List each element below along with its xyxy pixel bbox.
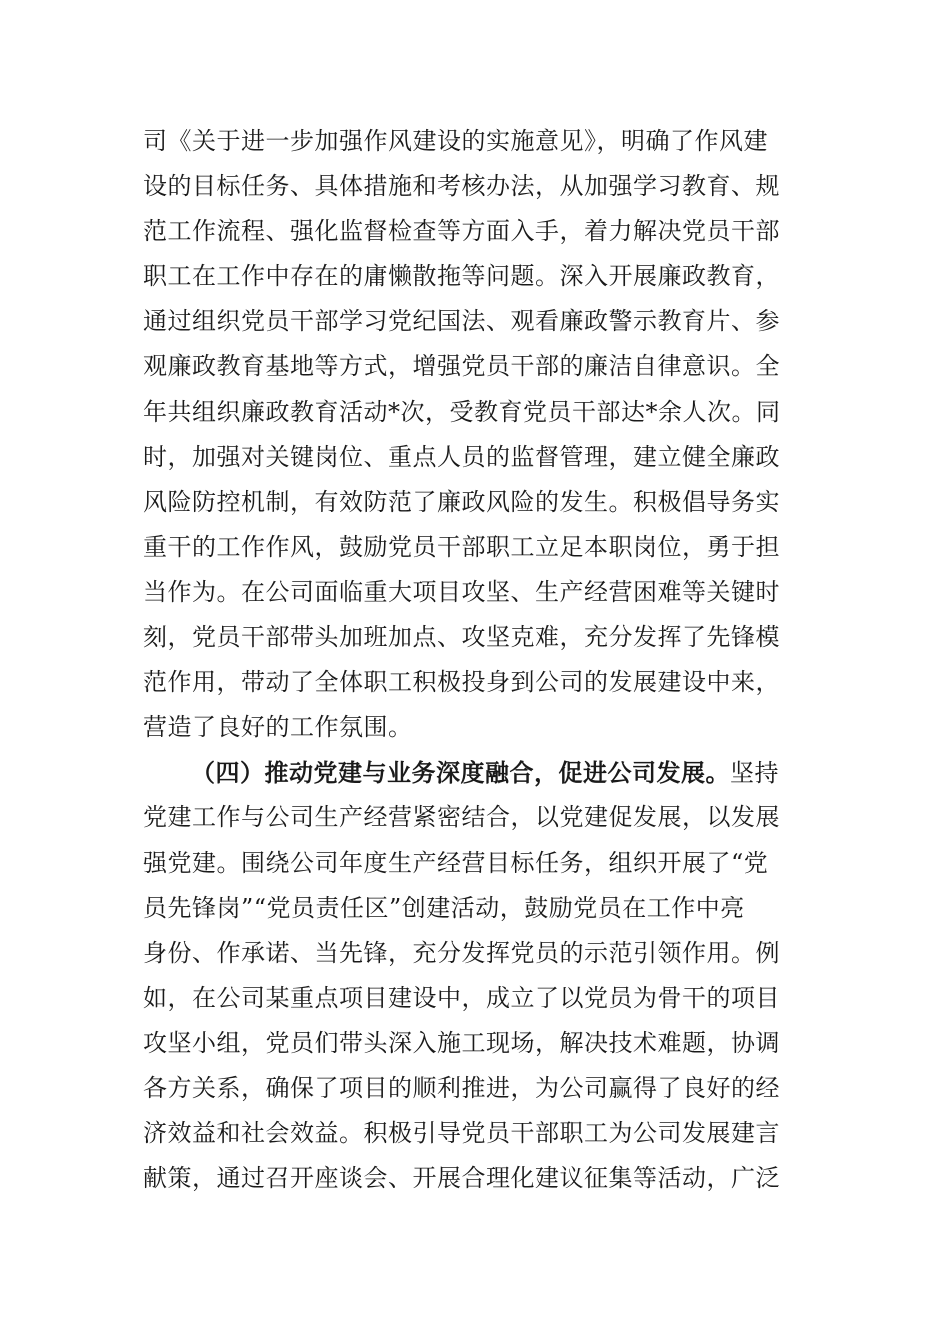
- text-line: 如，在公司某重点项目建设中，成立了以党员为骨干的项目: [143, 983, 780, 1012]
- text-line: 职工在工作中存在的庸懒散拖等问题。深入开展廉政教育，: [143, 262, 780, 291]
- text-line: 风险防控机制，有效防范了廉政风险的发生。积极倡导务实: [143, 487, 780, 516]
- text-line: 攻坚小组，党员们带头深入施工现场，解决技术难题，协调: [143, 1028, 780, 1057]
- body-text: [143, 119, 808, 1201]
- text-line: 营造了良好的工作氛围。: [143, 713, 413, 742]
- text-line: 刻，党员干部带头加班加点、攻坚克难，充分发挥了先锋模: [143, 623, 780, 652]
- text-line: 时，加强对关键岗位、重点人员的监督管理，建立健全廉政: [143, 442, 780, 471]
- text-line: 献策，通过召开座谈会、开展合理化建议征集等活动，广泛: [143, 1164, 780, 1193]
- text-line: 年共组织廉政教育活动*次，受教育党员干部达*余人次。同: [143, 397, 781, 426]
- section-heading: （四）推动党建与业务深度融合，促进公司发展。: [191, 758, 730, 788]
- text-line: 身份、作承诺、当先锋，充分发挥党员的示范引领作用。例: [143, 938, 780, 967]
- heading-continuation: 坚持: [730, 759, 779, 788]
- text-line: 各方关系，确保了项目的顺利推进，为公司赢得了良好的经: [143, 1073, 780, 1102]
- text-line: 员先锋岗”“党员责任区”创建活动，鼓励党员在工作中亮: [143, 893, 745, 922]
- paragraph-anti-corruption: [143, 119, 808, 750]
- text-line: 党建工作与公司生产经营紧密结合，以党建促发展，以发展: [143, 803, 780, 832]
- text-line: 设的目标任务、具体措施和考核办法，从加强学习教育、规: [143, 172, 780, 201]
- text-line: 当作为。在公司面临重大项目攻坚、生产经营困难等关键时: [143, 577, 780, 606]
- paragraph-party-business-integration: [143, 750, 808, 1201]
- text-line: 济效益和社会效益。积极引导党员干部职工为公司发展建言: [143, 1119, 780, 1148]
- text-line: 范作用，带动了全体职工积极投身到公司的发展建设中来，: [143, 668, 780, 697]
- paragraph-first-line: [143, 750, 808, 795]
- text-line: 强党建。围绕公司年度生产经营目标任务，组织开展了“党: [143, 848, 769, 877]
- text-line: 通过组织党员干部学习党纪国法、观看廉政警示教育片、参: [143, 307, 780, 336]
- text-line: 范工作流程、强化监督检查等方面入手，着力解决党员干部: [143, 217, 780, 246]
- text-line: 重干的工作作风，鼓励党员干部职工立足本职岗位，勇于担: [143, 532, 780, 561]
- text-line: 观廉政教育基地等方式，增强党员干部的廉洁自律意识。全: [143, 352, 780, 381]
- text-line: 司《关于进一步加强作风建设的实施意见》，明确了作风建: [143, 127, 768, 155]
